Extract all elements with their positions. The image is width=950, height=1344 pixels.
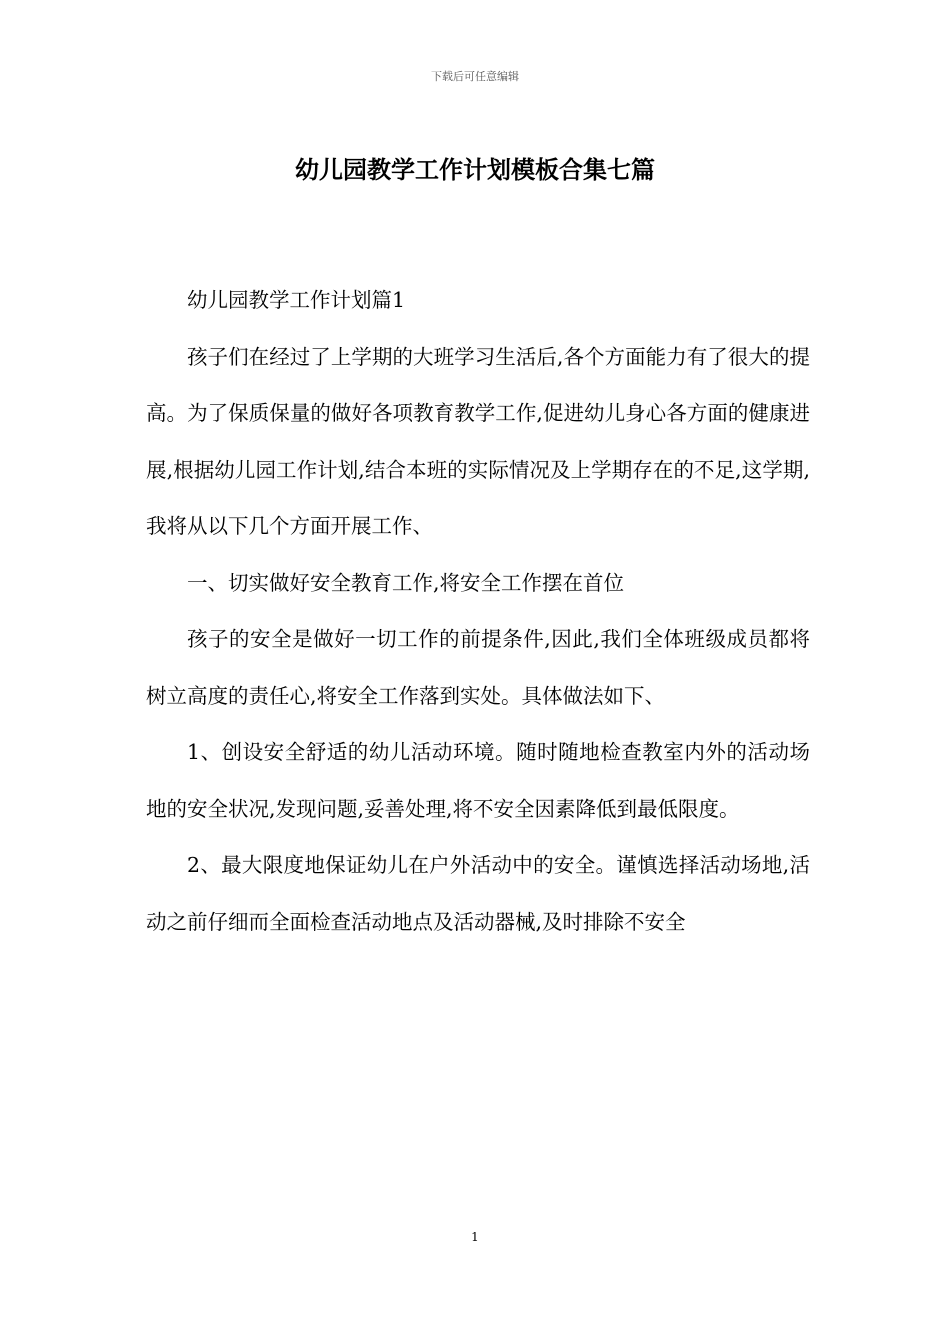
paragraph: 孩子们在经过了上学期的大班学习生活后,各个方面能力有了很大的提高。为了保质保量的做好各项教育教学工作,促进幼儿身心各方面的健康进展,根据幼儿园工作计划,结合本班的实际情况及上学期存在的不足,这学期,我将从以下几个方面开展工作、 (146, 344, 810, 538)
page-number: 1 (471, 1230, 479, 1244)
paragraph: 孩子的安全是做好一切工作的前提条件,因此,我们全体班级成员都将树立高度的责任心,将安全工作落到实处。具体做法如下、 (146, 627, 810, 708)
document-title: 幼儿园教学工作计划模板合集七篇 (295, 155, 655, 184)
paragraph: 2、最大限度地保证幼儿在户外活动中的安全。谨慎选择活动场地,活动之前仔细而全面检查活动地点及活动器械,及时排除不安全 (146, 853, 810, 934)
document-body (146, 272, 810, 950)
header-note: 下载后可任意编辑 (431, 70, 519, 83)
paragraph: 1、创设安全舒适的幼儿活动环境。随时随地检查教室内外的活动场地的安全状况,发现问题,妥善处理,将不安全因素降低到最低限度。 (146, 740, 810, 821)
section-heading: 一、切实做好安全教育工作,将安全工作摆在首位 (187, 570, 625, 595)
section-heading: 幼儿园教学工作计划篇1 (187, 288, 406, 312)
